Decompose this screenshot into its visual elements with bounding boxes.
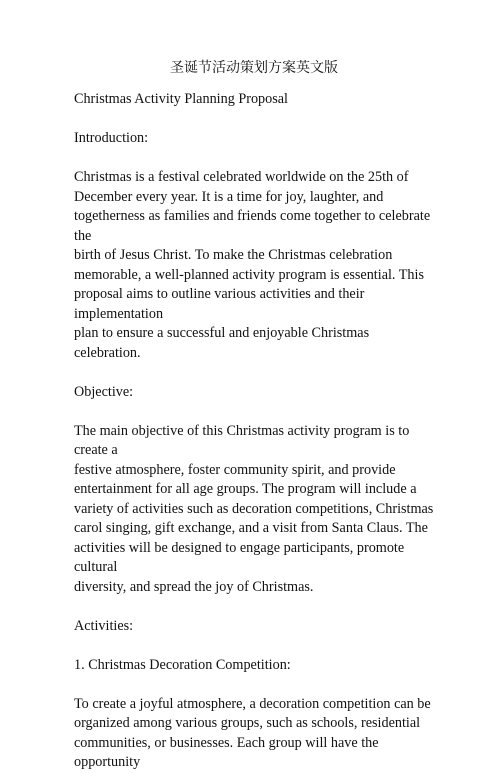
proposal-title: Christmas Activity Planning Proposal (74, 91, 288, 107)
activity-1-paragraph (74, 695, 434, 773)
introduction-line: December every year. It is a time for joy, laughter, and (74, 188, 384, 205)
activity-1-line: communities, or businesses. Each group will have the opportunity (74, 734, 379, 770)
document-title: 圣诞节活动策划方案英文版 (170, 60, 338, 76)
activity-1-line: organized among various groups, such as schools, residential (74, 715, 421, 731)
objective-heading: Objective: (74, 383, 134, 400)
objective-paragraph (74, 422, 434, 598)
introduction-line: memorable, a well-planned activity program is essential. This (74, 266, 424, 283)
objective-line: carol singing, gift exchange, and a visit from Santa Claus. The (74, 520, 428, 536)
objective-line: activities will be designed to engage participants, promote cultural (74, 539, 405, 575)
introduction-line: proposal aims to outline various activities and their implementation (74, 286, 365, 322)
introduction-line: togetherness as families and friends come together to celebrate the (74, 208, 431, 244)
introduction-heading: Introduction: (74, 130, 149, 146)
objective-line: festive atmosphere, foster community spirit, and provide (74, 461, 396, 478)
objective-line: entertainment for all age groups. The program will include a (74, 481, 417, 497)
introduction-line: birth of Jesus Christ. To make the Christmas celebration (74, 247, 393, 263)
activities-heading: Activities: (74, 617, 134, 634)
activity-1-line: To create a joyful atmosphere, a decoration competition can be (74, 695, 431, 712)
introduction-paragraph (74, 168, 434, 363)
objective-line: diversity, and spread the joy of Christmas. (74, 578, 314, 595)
introduction-line: plan to ensure a successful and enjoyable Christmas celebration. (74, 325, 370, 361)
introduction-line: Christmas is a festival celebrated worldwide on the 25th of (74, 169, 409, 185)
objective-line: The main objective of this Christmas activity program is to create a (74, 422, 410, 458)
activity-1-heading: 1. Christmas Decoration Competition: (74, 656, 291, 673)
objective-line: variety of activities such as decoration competitions, Christmas (74, 500, 434, 517)
